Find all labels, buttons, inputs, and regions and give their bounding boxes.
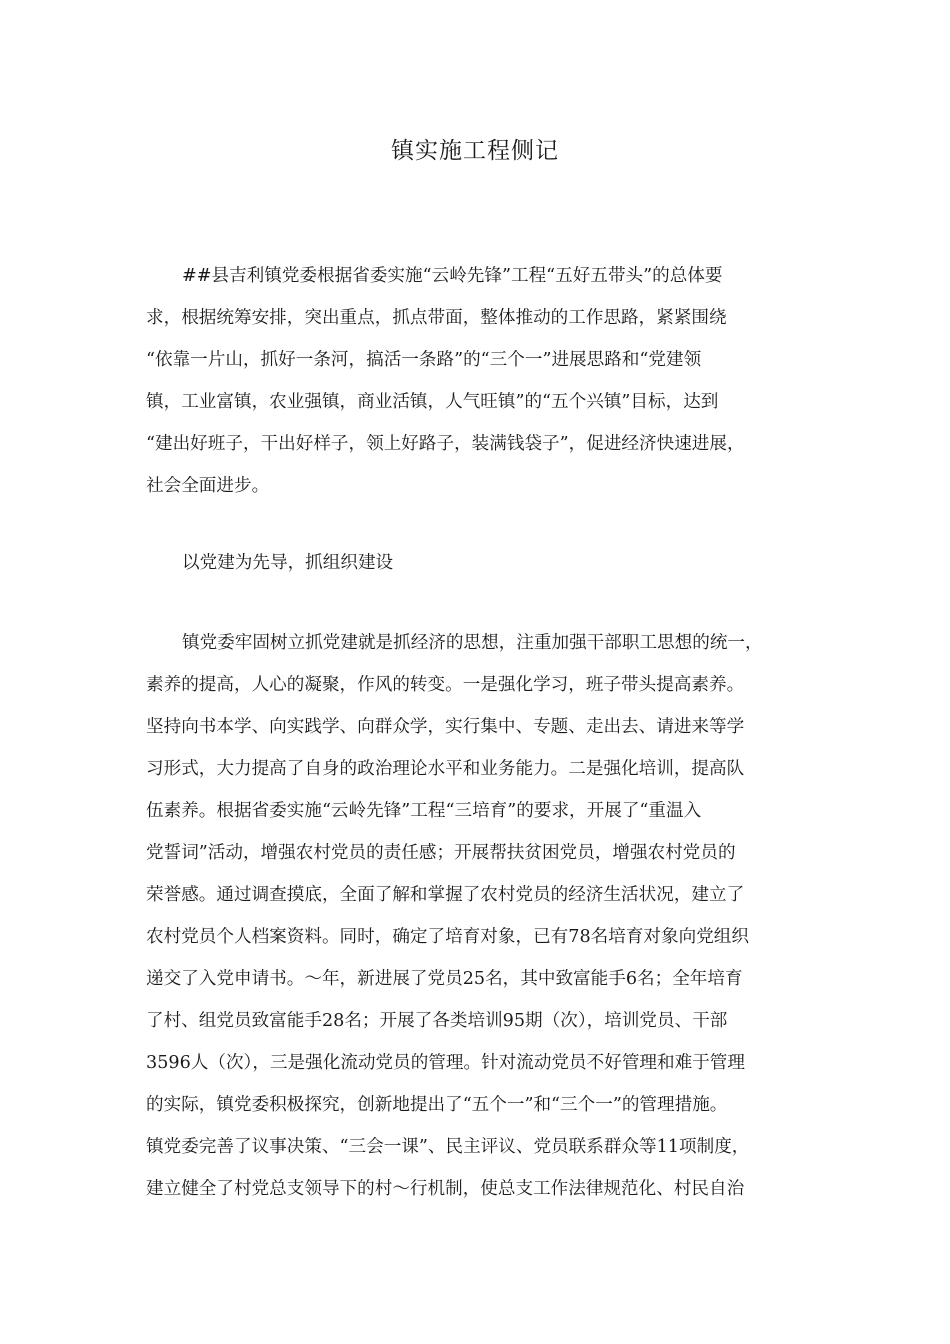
paragraph-line: 荣誉感。通过调查摸底，全面了解和掌握了农村党员的经济生活状况，建立了 — [146, 885, 745, 905]
paragraph-line: 镇党委牢固树立抓党建就是抓经济的思想，注重加强干部职工思想的统一， — [182, 633, 763, 653]
paragraph-line: 伍素养。根据省委实施“云岭先锋”工程“三培育”的要求，开展了“重温入 — [146, 801, 702, 821]
paragraph-line: 了村、组党员致富能手28名；开展了各类培训95期（次），培训党员、干部 — [146, 1011, 728, 1031]
section-heading-text: 以党建为先导，抓组织建设 — [182, 553, 394, 573]
paragraph-line: 的实际，镇党委积极探究，创新地提出了“五个一”和“三个一”的管理措施。 — [146, 1095, 728, 1115]
paragraph-line: 农村党员个人档案资料。同时，确定了培育对象，已有78名培育对象向党组织 — [146, 927, 749, 947]
paragraph-line: 坚持向书本学、向实践学、向群众学，实行集中、专题、走出去、请进来等学 — [146, 717, 745, 737]
paragraph-line: “建出好班子，干出好样子，领上好路子，装满钱袋子”，促进经济快速进展， — [146, 434, 745, 454]
paragraph-line: 党誓词”活动，增强农村党员的责任感；开展帮扶贫困党员，增强农村党员的 — [146, 843, 736, 863]
paragraph-line: 镇党委完善了议事决策、“三会一课”、民主评议、党员联系群众等11项制度， — [146, 1137, 750, 1157]
paragraph-line: ##县吉利镇党委根据省委实施“云岭先锋”工程“五好五带头”的总体要 — [182, 266, 723, 286]
paragraph-line: 求，根据统筹安排，突出重点，抓点带面，整体推动的工作思路，紧紧围绕 — [146, 308, 727, 328]
paragraph-intro — [146, 255, 816, 507]
paragraph-line: 社会全面进步。 — [146, 476, 270, 496]
paragraph-line: “依靠一片山，抓好一条河，搞活一条路”的“三个一”进展思路和“党建领 — [146, 350, 702, 370]
paragraph-line: 素养的提高，人心的凝聚，作风的转变。一是强化学习，班子带头提高素养。 — [146, 675, 745, 695]
paragraph-line: 建立健全了村党总支领导下的村～行机制，使总支工作法律规范化、村民自治 — [146, 1179, 745, 1199]
paragraph-line: 习形式，大力提高了自身的政治理论水平和业务能力。二是强化培训，提高队 — [146, 759, 745, 779]
paragraph-line: 3596人（次），三是强化流动党员的管理。针对流动党员不好管理和难于管理 — [146, 1053, 745, 1073]
paragraph-line: 递交了入党申请书。～年，新进展了党员25名，其中致富能手6名；全年培育 — [146, 969, 743, 989]
document-title: 镇实施工程侧记 — [391, 138, 559, 164]
section-heading — [146, 542, 816, 584]
paragraph-body — [146, 622, 816, 1210]
paragraph-line: 镇，工业富镇，农业强镇，商业活镇，人气旺镇”的“五个兴镇”目标，达到 — [146, 392, 719, 412]
